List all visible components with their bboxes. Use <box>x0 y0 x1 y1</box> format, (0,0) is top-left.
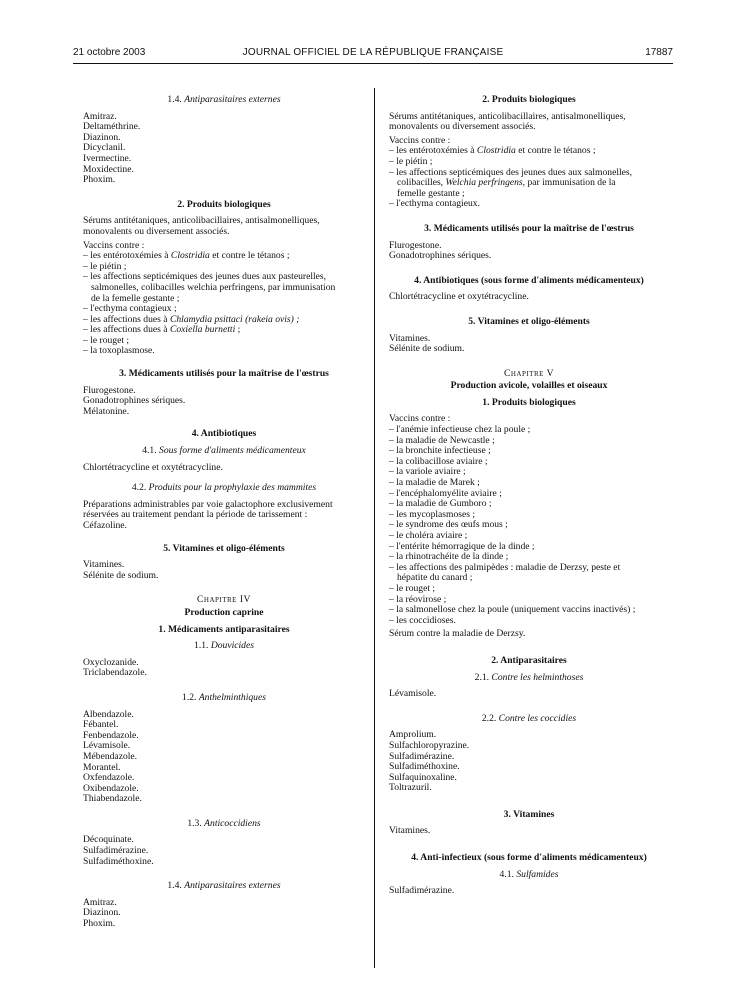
item-text: – les entérotoxémies à <box>389 145 477 157</box>
item-text-italic: Clostridia <box>170 250 210 262</box>
list-item: Sélénite de sodium. <box>83 569 159 581</box>
list-item: Diazinon. <box>83 131 121 143</box>
text-line: Vaccins contre : <box>389 134 451 146</box>
subsection-heading <box>389 714 669 725</box>
list-item: Fébantel. <box>83 719 119 731</box>
text-line: monovalents ou diversement associés. <box>389 121 536 133</box>
section-heading: 3. Vitamines <box>503 808 555 820</box>
list-item: Gonadotrophines sériques. <box>389 250 492 262</box>
list-item: Dicyclanil. <box>83 142 126 154</box>
list-item: Thiabendazole. <box>83 793 142 805</box>
text-line: monovalents ou diversement associés. <box>83 225 230 237</box>
list-item-continuation: salmonelles, colibacilles welchia perfringens, par immunisation <box>91 281 336 293</box>
list-item: – la maladie de Marek ; <box>389 477 480 489</box>
list-item: – le rouget ; <box>83 334 130 346</box>
item-text: – les affections dues à <box>83 313 170 325</box>
section-number: 4.1. <box>499 868 514 880</box>
section-heading: 1. Produits biologiques <box>482 396 576 408</box>
list-item: Céfazoline. <box>83 520 127 531</box>
right-column <box>389 95 669 897</box>
item-text: par immunisation de la <box>525 177 616 189</box>
list-item: Sulfadimérazine. <box>389 885 455 897</box>
subsection-heading <box>389 870 669 881</box>
list-item: Oxibendazole. <box>83 782 139 794</box>
list-item: – le piétin ; <box>83 260 127 272</box>
section-title: Sous forme d'aliments médicamenteux <box>159 445 306 457</box>
section-title: Anticoccidiens <box>204 817 261 829</box>
header-rule <box>73 63 673 64</box>
section-title: Antiparasitaires externes <box>184 880 281 892</box>
list-item: – le piétin ; <box>389 155 433 167</box>
section-heading: 2. Produits biologiques <box>177 198 271 210</box>
list-item: – la réovirose ; <box>389 593 447 605</box>
list-item: – le rouget ; <box>389 582 436 594</box>
list-item: Amitraz. <box>83 896 117 908</box>
list-item: – la maladie de Gumboro ; <box>389 498 492 510</box>
list-item: Mébendazole. <box>83 750 138 762</box>
section-number: 4.1. <box>142 445 157 457</box>
list-item: – le choléra aviaire ; <box>389 530 468 541</box>
text-line: Vaccins contre : <box>389 413 451 425</box>
list-item: – la variole aviaire ; <box>389 466 466 478</box>
item-text-italic: Welchia perfringens, <box>445 177 526 189</box>
list-item: – les affections septicémiques des jeunes dues aux salmonelles, <box>389 166 633 178</box>
text-line: Préparations administrables par voie galactophore exclusivement <box>83 498 333 510</box>
list-item: Albendazole. <box>83 708 134 720</box>
header-date: 21 octobre 2003 <box>73 47 146 58</box>
list-item: Mélatonine. <box>83 405 130 417</box>
production-heading: Production avicole, volailles et oiseaux <box>450 380 608 392</box>
list-item: Lévamisole. <box>83 740 131 752</box>
item-text-italic: Coxiella burnetti <box>169 324 236 336</box>
list-item: Sulfaquinoxaline. <box>389 771 457 783</box>
section-title: Douvicides <box>210 640 254 652</box>
section-title: Produits pour la prophylaxie des mammites <box>148 482 317 494</box>
section-heading: 5. Vitamines et oligo-éléments <box>468 315 590 327</box>
page-header <box>73 48 673 62</box>
section-number: 4.2. <box>131 482 147 494</box>
section-heading: 1. Médicaments antiparasitaires <box>158 623 290 635</box>
item-text-italic: Clostridia <box>476 145 516 157</box>
list-item: – la bronchite infectieuse ; <box>389 445 491 457</box>
list-item: – les affections septicémiques des jeunes dues aux pasteurelles, <box>83 271 327 283</box>
list-item: – la salmonellose chez la poule (uniquement vaccins inactivés) ; <box>389 604 636 616</box>
subsection-heading <box>83 483 365 494</box>
list-item: – la toxoplasmose. <box>83 345 155 357</box>
section-number: 1.4. <box>167 880 182 892</box>
list-item: Flurogestone. <box>389 239 442 251</box>
section-number: 1.2. <box>182 691 197 703</box>
list-item: Ivermectine. <box>83 152 132 164</box>
list-item: – l'encéphalomyélite aviaire ; <box>389 487 502 499</box>
list-item: – les coccidioses. <box>389 614 456 626</box>
subsection-heading <box>83 693 365 704</box>
item-text: – les entérotoxémies à <box>83 250 171 262</box>
section-title: Contre les helminthoses <box>491 671 584 683</box>
item-text: colibacilles, <box>397 177 446 189</box>
text-line: réservées au traitement pendant la période de tarissement : <box>83 509 308 521</box>
production-heading: Production caprine <box>184 606 264 618</box>
subsection-heading <box>389 673 669 684</box>
list-item: – les affections des palmipèdes : maladie de Derzsy, peste et <box>389 561 621 573</box>
section-heading: 5. Vitamines et oligo-éléments <box>163 542 285 554</box>
chapter-heading: Chapitre V <box>503 367 555 379</box>
list-item: – l'ecthyma contagieux ; <box>83 303 177 315</box>
section-heading: 3. Médicaments utilisés pour la maîtrise de l'œstrus <box>424 222 634 234</box>
item-text: – les affections dues à <box>83 324 170 336</box>
list-item: Deltaméthrine. <box>83 121 141 133</box>
list-item: Vitamines. <box>389 332 431 344</box>
list-item: Vitamines. <box>389 825 431 837</box>
list-item: Lévamisole. <box>389 688 437 700</box>
section-number: 1.4. <box>167 94 182 105</box>
list-item: Oxfendazole. <box>83 772 135 784</box>
section-heading: 2. Produits biologiques <box>482 94 576 105</box>
list-item: Sulfadimérazine. <box>389 750 455 762</box>
section-number: 2.1. <box>474 671 490 683</box>
list-item: Gonadotrophines sériques. <box>83 395 186 407</box>
list-item: Sulfadiméthoxine. <box>389 761 460 773</box>
list-item: Sulfadiméthoxine. <box>83 855 154 867</box>
list-item: Diazinon. <box>83 907 121 919</box>
item-text: et contre le tétanos ; <box>515 145 596 157</box>
list-item-continuation: de la femelle gestante ; <box>91 292 180 304</box>
list-item: Oxyclozanide. <box>83 656 139 668</box>
list-item: Sulfachloropyrazine. <box>389 739 470 751</box>
text-line: Sérums antitétaniques, anticolibacillaires, antisalmonelliques, <box>83 215 320 227</box>
list-item: – les mycoplasmoses ; <box>389 508 476 520</box>
list-item: Phoxim. <box>83 918 116 930</box>
section-heading: 4. Antibiotiques (sous forme d'aliments médicamenteux) <box>414 274 644 286</box>
section-number: 2.2. <box>481 712 497 724</box>
section-title: Antiparasitaires externes <box>184 94 281 105</box>
text-line: Vaccins contre : <box>83 239 145 251</box>
list-item: Morantel. <box>83 761 121 773</box>
subsection-heading <box>83 881 365 892</box>
list-item: Amprolium. <box>389 729 437 741</box>
list-item: – la maladie de Newcastle ; <box>389 434 495 446</box>
list-item: Amitraz. <box>83 110 117 122</box>
list-item: Vitamines. <box>83 559 125 571</box>
list-item: – l'anémie infectieuse chez la poule ; <box>389 424 531 436</box>
list-item: – la rhinotrachéite de la dinde ; <box>389 551 509 563</box>
item-text: ; <box>235 324 241 336</box>
section-heading: 4. Anti-infectieux (sous forme d'aliments médicamenteux) <box>411 852 647 864</box>
item-text: et contre le tétanos ; <box>209 250 290 262</box>
list-item: Phoxim. <box>83 174 116 186</box>
list-item-continuation: femelle gestante ; <box>397 187 465 199</box>
section-title: Anthelminthiques <box>198 691 266 703</box>
section-number: 1.1. <box>194 640 209 652</box>
header-journal-title: JOURNAL OFFICIEL DE LA RÉPUBLIQUE FRANÇAISE <box>242 47 504 58</box>
list <box>83 112 365 186</box>
subsection-heading <box>83 641 365 652</box>
chapter-heading: Chapitre IV <box>197 594 251 606</box>
list-item: Décoquinate. <box>83 834 134 846</box>
text-line: Sérum contre la maladie de Derzsy. <box>389 628 526 640</box>
list-item: Flurogestone. <box>83 384 136 396</box>
section-heading: 2. Antiparasitaires <box>491 654 567 666</box>
list-item: Toltrazuril. <box>389 782 432 794</box>
header-page-number: 17887 <box>645 47 673 58</box>
section-title: Contre les coccidies <box>498 712 577 724</box>
subsection-heading <box>83 819 365 830</box>
list-item: – le syndrome des œufs mous ; <box>389 519 508 531</box>
text-line: Chlortétracycline et oxytétracycline. <box>83 461 223 473</box>
item-text-italic: Chlamydia psittaci (rakeia ovis) ; <box>169 313 300 325</box>
list-item: Sélénite de sodium. <box>389 343 465 355</box>
list-item: Triclabendazole. <box>83 667 147 679</box>
list-item: – l'entérite hémorragique de la dinde ; <box>389 540 535 552</box>
text-line: Sérums antitétaniques, anticolibacillaires, antisalmonelliques, <box>389 110 626 122</box>
section-heading <box>83 95 365 106</box>
list-item: Sulfadimérazine. <box>83 845 149 857</box>
list-item: Moxidectine. <box>83 163 134 175</box>
left-column <box>83 95 365 930</box>
list-item: – l'ecthyma contagieux. <box>389 198 480 210</box>
text-line: Chlortétracycline et oxytétracycline. <box>389 291 529 303</box>
section-heading: 3. Médicaments utilisés pour la maîtrise de l'œstrus <box>119 368 329 380</box>
section-number: 1.3. <box>187 817 202 829</box>
column-divider <box>374 88 375 968</box>
list-item: Fenbendazole. <box>83 729 139 741</box>
section-heading: 4. Antibiotiques <box>191 428 257 440</box>
section-title: Sulfamides <box>516 868 559 880</box>
list-item-continuation: hépatite du canard ; <box>397 572 473 584</box>
subsection-heading <box>83 446 365 457</box>
list-item: – la colibacillose aviaire ; <box>389 455 488 467</box>
